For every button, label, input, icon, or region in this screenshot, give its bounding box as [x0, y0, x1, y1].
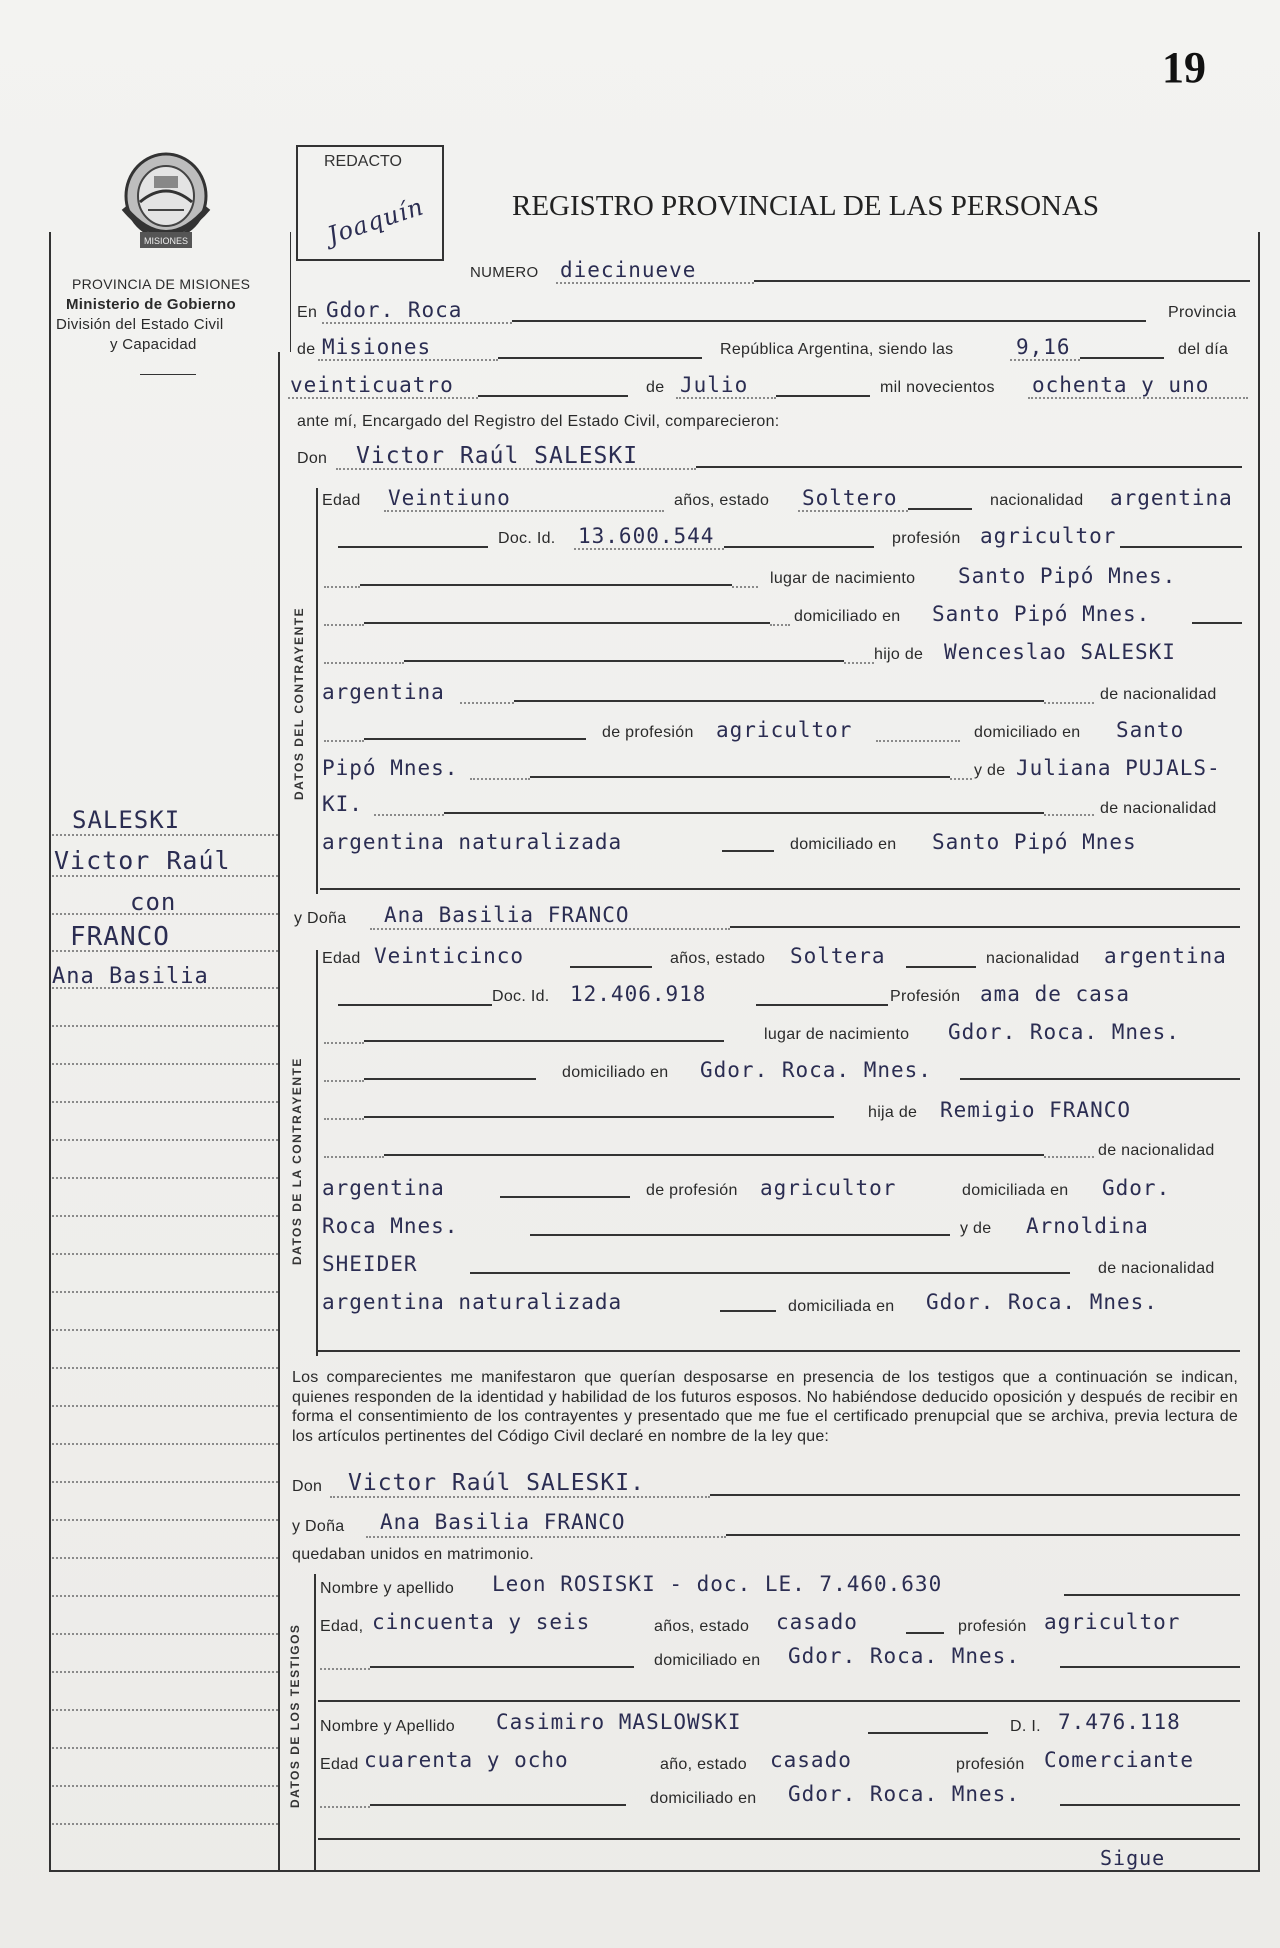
t2-prof: Comerciante [1044, 1748, 1195, 1772]
mil-label: mil novecientos [880, 379, 995, 396]
groom-madre-2: KI. [322, 792, 363, 816]
t1-prof-label: profesión [958, 1618, 1027, 1635]
groom-padre: Wenceslao SALESKI [944, 640, 1176, 664]
bride-name: Ana Basilia FRANCO [384, 903, 630, 927]
decl-don-label: Don [292, 1478, 323, 1495]
groom-madre-dom-label: domiciliado en [790, 836, 897, 853]
t2-name: Casimiro MASLOWSKI [496, 1710, 742, 1734]
groom-estado-label: años, estado [674, 492, 770, 509]
bride-padre-dom-2: Roca Mnes. [322, 1214, 459, 1238]
t1-estado: casado [776, 1610, 858, 1634]
month-de-label: de [646, 379, 665, 396]
provincial-seal-icon [118, 148, 214, 258]
declaration-text: Los comparecientes me manifestaron que querían desposarse en presencia de los testigos que a continuación se indican, quienes responden de la identidad y habilidad de los futuros esposos. No habiéndose deducido oposición y después de recibir en forma el consentimiento de los contrayentes y presentado que me fue el certificado prenupcial que se archiva, previa lectura de los artículos pertinentes del Código Civil declaré en nombre de la ley que: [292, 1369, 1238, 1445]
bride-doc: 12.406.918 [570, 982, 707, 1006]
groom-domicilio: Santo Pipó Mnes. [932, 602, 1151, 626]
groom-madre-nac: argentina naturalizada [322, 830, 623, 854]
bride-padre: Remigio FRANCO [940, 1098, 1132, 1122]
redacto-signature: Joaquín [324, 192, 428, 250]
t1-age: cincuenta y seis [372, 1610, 591, 1634]
margin-given-name: Victor Raúl [54, 846, 231, 875]
ante-label: ante mí, Encargado del Registro del Estado Civil, comparecieron: [297, 413, 780, 430]
witness-section-label: DATOS DE LOS TESTIGOS [288, 1623, 302, 1808]
footer-note: Sigue [1100, 1846, 1166, 1870]
t1-prof: agricultor [1044, 1610, 1181, 1634]
groom-padre-dom-2: Pipó Mnes. [322, 756, 459, 780]
margin-con: con [130, 888, 177, 916]
t2-prof-label: profesión [956, 1756, 1025, 1773]
groom-lugar-label: lugar de nacimiento [770, 570, 916, 587]
groom-estado: Soltero [802, 486, 898, 510]
page-number: 19 [1162, 43, 1206, 92]
groom-y-de-label: y de [974, 762, 1006, 779]
groom-doc: 13.600.544 [578, 524, 715, 548]
groom-doc-label: Doc. Id. [498, 530, 556, 547]
groom-padre-dom-1: Santo [1116, 718, 1185, 742]
t2-age: cuarenta y ocho [364, 1748, 569, 1772]
groom-name: Victor Raúl SALESKI [356, 443, 639, 469]
t2-doc-label: D. I. [1010, 1718, 1041, 1735]
groom-madre-nac-label: de nacionalidad [1100, 800, 1217, 817]
groom-lugar: Santo Pipó Mnes. [958, 564, 1177, 588]
groom-edad-label: Edad [322, 492, 361, 509]
bride-hija-label: hija de [868, 1104, 918, 1121]
groom-profesion: agricultor [980, 524, 1117, 548]
groom-padre-prof-label: de profesión [602, 724, 694, 741]
division-label: División del Estado Civil [56, 316, 224, 333]
t2-dom-label: domiciliado en [650, 1790, 757, 1807]
t1-name-label: Nombre y apellido [320, 1580, 455, 1597]
decl-bride: Ana Basilia FRANCO [380, 1510, 626, 1534]
bride-madre-1: Arnoldina [1026, 1214, 1149, 1238]
bride-doc-label: Doc. Id. [492, 988, 550, 1005]
t1-dom-label: domiciliado en [654, 1652, 761, 1669]
bride-y-de-label: y de [960, 1220, 992, 1237]
del-dia-label: del día [1178, 341, 1229, 358]
redacto-box [296, 145, 444, 261]
bride-padre-nac: argentina [322, 1176, 445, 1200]
division-label-2: y Capacidad [110, 336, 197, 353]
t2-estado-label: año, estado [660, 1756, 747, 1773]
seal-text: MISIONES [143, 236, 189, 246]
decl-closing: quedaban unidos en matrimonio. [292, 1546, 535, 1563]
groom-age: Veintiuno [388, 486, 511, 510]
margin-surname-2: FRANCO [70, 922, 170, 952]
bride-lugar: Gdor. Roca. Mnes. [948, 1020, 1180, 1044]
bride-padre-nac-label: de nacionalidad [1098, 1142, 1215, 1159]
bride-madre-nac-label: de nacionalidad [1098, 1260, 1215, 1277]
groom-dom-label: domiciliado en [794, 608, 901, 625]
t2-estado: casado [770, 1748, 852, 1772]
t1-dom: Gdor. Roca. Mnes. [788, 1644, 1020, 1668]
bride-prof-label: Profesión [890, 988, 961, 1005]
bride-estado-label: años, estado [670, 950, 766, 967]
groom-prof-label: profesión [892, 530, 961, 547]
place-value: Gdor. Roca [326, 298, 463, 322]
month-value: Julio [680, 373, 749, 397]
groom-hijo-label: hijo de [874, 646, 924, 663]
bride-madre-dom-label: domiciliada en [788, 1298, 895, 1315]
t2-doc: 7.476.118 [1058, 1710, 1181, 1734]
bride-madre-dom: Gdor. Roca. Mnes. [926, 1290, 1158, 1314]
margin-given-name-2: Ana Basilia [52, 964, 209, 989]
provincia-label: Provincia [1168, 304, 1237, 321]
groom-padre-prof: agricultor [716, 718, 853, 742]
t1-estado-label: años, estado [654, 1618, 750, 1635]
bride-lugar-label: lugar de nacimiento [764, 1026, 910, 1043]
groom-madre-dom: Santo Pipó Mnes [932, 830, 1137, 854]
province-label: PROVINCIA DE MISIONES [72, 276, 251, 292]
de-label: de [297, 341, 316, 358]
decl-groom: Victor Raúl SALESKI. [348, 1470, 645, 1496]
groom-madre-1: Juliana PUJALS- [1016, 756, 1221, 780]
bride-padre-prof: agricultor [760, 1176, 897, 1200]
bride-nacionalidad: argentina [1104, 944, 1227, 968]
t2-edad-label: Edad [320, 1756, 359, 1773]
bride-age: Veinticinco [374, 944, 525, 968]
time-value: 9,16 [1016, 335, 1071, 359]
groom-padre-dom-label: domiciliado en [974, 724, 1081, 741]
bride-dom-label: domiciliado en [562, 1064, 669, 1081]
bride-padre-dom-1: Gdor. [1102, 1176, 1171, 1200]
t1-name: Leon ROSISKI - doc. LE. 7.460.630 [492, 1572, 943, 1596]
groom-section-label: DATOS DEL CONTRAYENTE [292, 606, 306, 800]
bride-padre-dom-label: domiciliada en [962, 1182, 1069, 1199]
t2-name-label: Nombre y Apellido [320, 1718, 455, 1735]
numero-label: NUMERO [470, 264, 539, 281]
bride-padre-prof-label: de profesión [646, 1182, 738, 1199]
bride-section-label: DATOS DE LA CONTRAYENTE [290, 1057, 304, 1265]
groom-padre-nac-label: de nacionalidad [1100, 686, 1217, 703]
en-label: En [297, 304, 318, 321]
margin-surname: SALESKI [72, 806, 181, 834]
day-value: veinticuatro [290, 373, 454, 397]
document-title: REGISTRO PROVINCIAL DE LAS PERSONAS [512, 190, 1100, 222]
ministry-label: Ministerio de Gobierno [66, 296, 236, 313]
bride-madre-2: SHEIDER [322, 1252, 418, 1276]
bride-madre-nac: argentina naturalizada [322, 1290, 623, 1314]
groom-padre-nac: argentina [322, 680, 445, 704]
bride-estado: Soltera [790, 944, 886, 968]
t2-dom: Gdor. Roca. Mnes. [788, 1782, 1020, 1806]
bride-profesion: ama de casa [980, 982, 1131, 1006]
dona-label: y Doña [294, 910, 347, 927]
bride-nac-label: nacionalidad [986, 950, 1080, 967]
t1-edad-label: Edad, [320, 1618, 364, 1635]
decl-dona-label: y Doña [292, 1518, 345, 1535]
bride-domicilio: Gdor. Roca. Mnes. [700, 1058, 932, 1082]
numero-value: diecinueve [560, 258, 697, 282]
groom-nac-label: nacionalidad [990, 492, 1084, 509]
don-label: Don [297, 450, 328, 467]
groom-nacionalidad: argentina [1110, 486, 1233, 510]
year-value: ochenta y uno [1032, 373, 1210, 397]
bride-edad-label: Edad [322, 950, 361, 967]
republica-label: República Argentina, siendo las [720, 341, 954, 358]
redacto-label: REDACTO [324, 153, 402, 170]
province-value: Misiones [322, 335, 432, 359]
